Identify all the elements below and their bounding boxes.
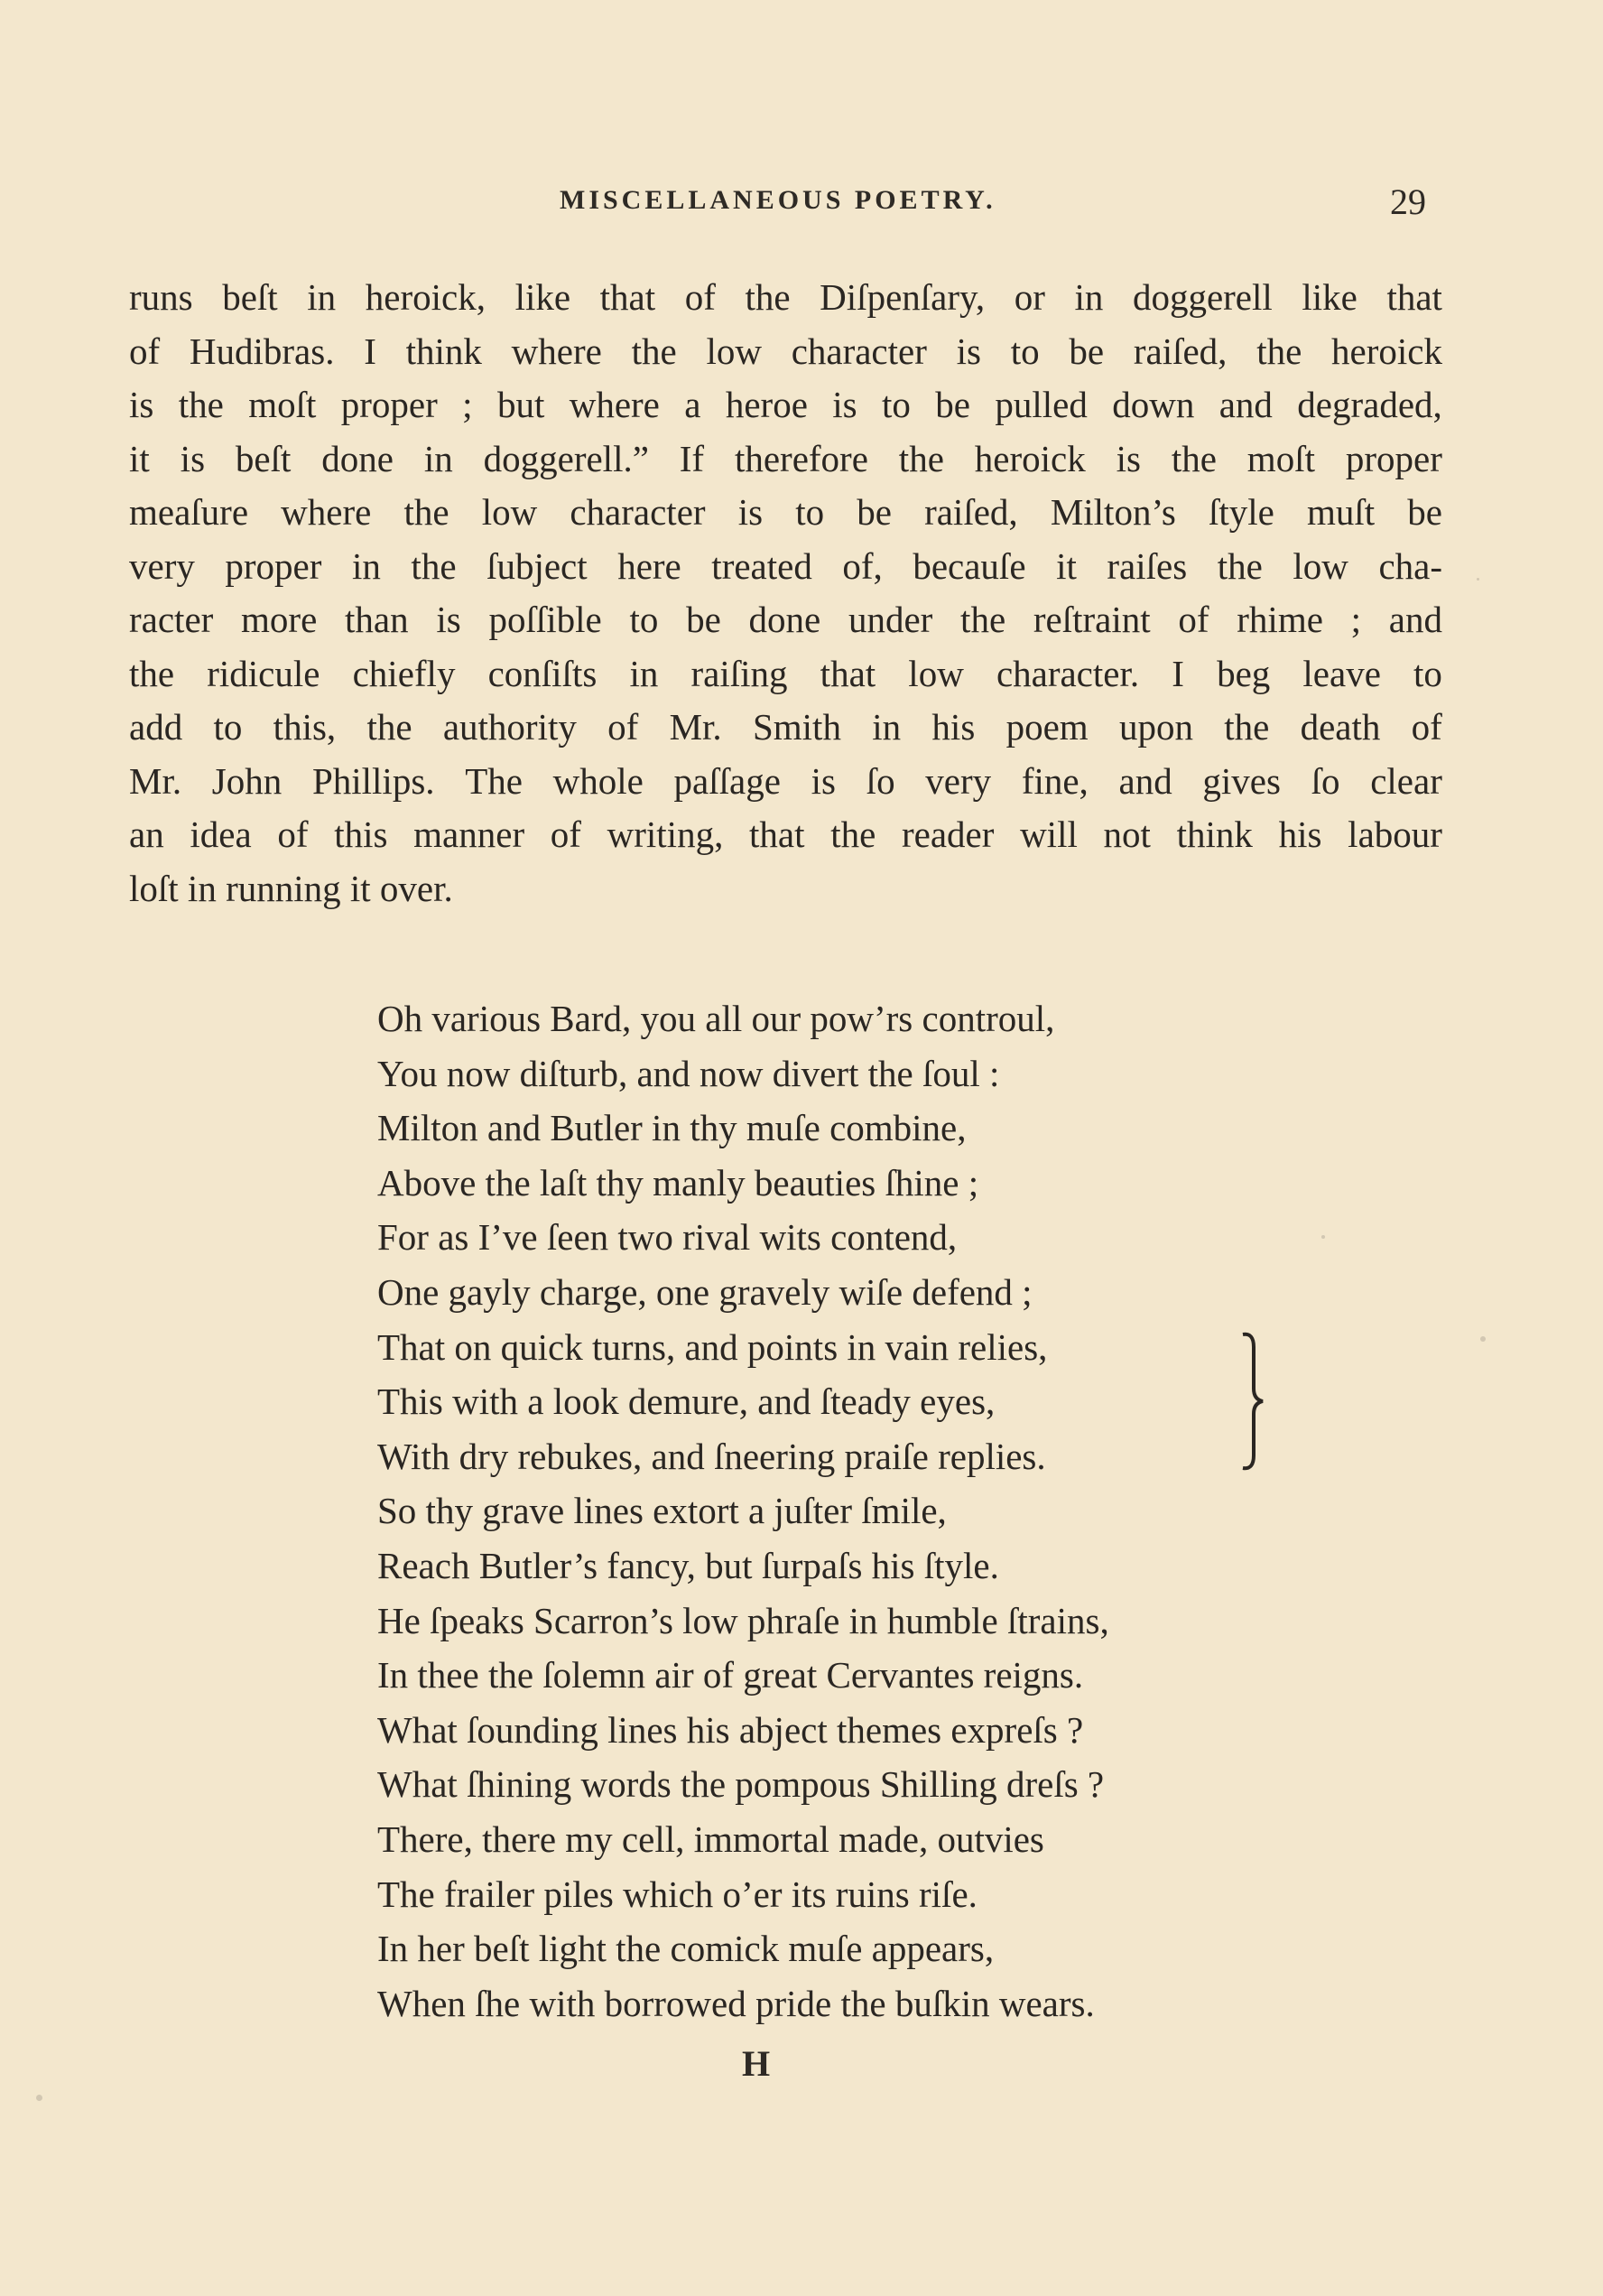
prose-word: the (898, 437, 944, 479)
prose-word: I (364, 330, 376, 372)
prose-word: proper (340, 384, 438, 425)
prose-word: done (321, 437, 394, 479)
prose-word: the (830, 813, 876, 855)
prose-word: and (1218, 384, 1273, 425)
prose-word: is (436, 599, 461, 640)
prose-word: ; (462, 384, 473, 425)
prose-word: is (832, 384, 857, 425)
verse-line: The frailer piles which o’er its ruins riſe. (377, 1873, 978, 1915)
verse-line: You now diſturb, and now divert the ſoul : (377, 1052, 1000, 1094)
prose-line (129, 271, 1442, 325)
prose-word: the (960, 599, 1006, 640)
prose-word: raiſed, (1133, 330, 1228, 372)
prose-line (129, 432, 1442, 487)
prose-word: the (178, 384, 224, 425)
prose-word: I (1172, 652, 1184, 694)
prose-word: ; (1350, 599, 1362, 640)
prose-word: but (496, 384, 545, 425)
verse-line: In her beſt light the comick muſe appears, (377, 1928, 995, 1970)
prose-word: rhime (1237, 599, 1323, 640)
prose-word: leave (1302, 652, 1381, 694)
prose-word: where (281, 491, 372, 533)
prose-word: than (345, 599, 409, 640)
verse-line: One gayly charge, one gravely wiſe defend ; (377, 1270, 1033, 1313)
prose-word: ſubject (486, 544, 588, 587)
verse-line: Above the laſt thy manly beauties ſhine ; (377, 1161, 979, 1204)
prose-word: heroick (974, 437, 1086, 479)
prose-word: is (737, 491, 764, 533)
prose-word: Diſpenſary, (820, 276, 986, 318)
prose-word: it (129, 437, 150, 479)
prose-word: the (403, 491, 449, 533)
prose-word: here (617, 544, 681, 587)
prose-word: that (1386, 276, 1442, 318)
prose-word: whole (552, 759, 644, 802)
prose-word: to (882, 384, 911, 425)
prose-word: in (423, 437, 453, 479)
prose-line (129, 325, 1442, 379)
verse-line: Reach Butler’s fancy, but ſurpaſs his ſtyle. (377, 1544, 999, 1586)
prose-word: the (1256, 330, 1302, 372)
prose-word: to (1413, 652, 1442, 694)
prose-word: be (935, 384, 970, 425)
prose-word: like (1302, 276, 1357, 318)
prose-word: like (514, 276, 571, 318)
prose-word: think (405, 330, 482, 372)
prose-word: clear (1370, 759, 1442, 802)
prose-line: loſt in running it over. (129, 867, 453, 909)
prose-word: be (1069, 330, 1105, 372)
prose-word: beſt (222, 276, 278, 318)
verse-passage (377, 991, 1280, 2031)
prose-word: John (211, 759, 283, 802)
prose-word: his (931, 706, 976, 748)
prose-line (129, 540, 1442, 594)
prose-word: where (511, 330, 602, 372)
prose-word: treated (711, 544, 812, 587)
prose-word: raiſes (1107, 544, 1188, 587)
prose-word: is (956, 330, 981, 372)
verse-line: For as I’ve ſeen two rival wits contend, (377, 1216, 958, 1259)
prose-word: of (1411, 706, 1442, 748)
prose-word: not (1103, 813, 1151, 855)
verse-line: What ſounding lines his abject themes expreſs ? (377, 1708, 1084, 1751)
prose-word: in (351, 544, 381, 587)
prose-word: the (631, 330, 677, 372)
verse-line: Oh various Bard, you all our pow’rs controul, (377, 998, 1055, 1039)
prose-word: the (129, 652, 175, 694)
prose-word: low (1293, 544, 1348, 587)
prose-word: that (749, 813, 805, 855)
prose-line (129, 701, 1442, 755)
prose-word: of (1178, 599, 1209, 640)
prose-word: be (686, 599, 721, 640)
prose-word: of (277, 813, 309, 855)
prose-word: of, (842, 544, 883, 587)
prose-word: Mr. (129, 759, 182, 802)
prose-word: this (334, 813, 388, 855)
prose-word: a (684, 384, 701, 425)
prose-word: is (129, 384, 154, 425)
prose-word: Hudibras. (189, 330, 335, 372)
prose-line (129, 647, 1442, 702)
prose-word: to (213, 706, 243, 748)
prose-word: character (791, 330, 927, 372)
prose-word: and (1118, 759, 1172, 802)
prose-word: The (465, 759, 523, 802)
prose-word: the (1224, 706, 1270, 748)
prose-word: pulled (995, 384, 1088, 425)
prose-word: in (872, 706, 902, 748)
paper-speck (1477, 578, 1479, 581)
prose-word: meaſure (129, 491, 249, 533)
prose-word: writing, (607, 813, 724, 855)
prose-word: reſtraint (1033, 599, 1151, 640)
prose-word: If (679, 437, 705, 479)
prose-word: muſt (1306, 491, 1376, 533)
page-number: 29 (1390, 181, 1426, 222)
prose-word: low (481, 491, 538, 533)
verse-line: With dry rebukes, and ſneering praiſe replies. (377, 1435, 1046, 1477)
paper-speck (1480, 1336, 1486, 1342)
prose-line (129, 755, 1442, 809)
prose-word: ridicule (207, 652, 320, 694)
running-head-title: MISCELLANEOUS POETRY. (560, 185, 996, 215)
verse-line: There, there my cell, immortal made, outvies (377, 1817, 1044, 1860)
prose-word: of (607, 706, 639, 748)
prose-word: under (848, 599, 933, 640)
prose-word: where (569, 384, 660, 425)
prose-word: proper (225, 544, 322, 587)
prose-word: ſo (866, 759, 895, 802)
prose-word: beſt (235, 437, 292, 479)
prose-word: heroick (1331, 330, 1442, 372)
prose-word: be (857, 491, 892, 533)
prose-word: becauſe (913, 544, 1026, 587)
prose-word: down (1112, 384, 1195, 425)
prose-word: the (745, 276, 791, 318)
prose-word: degraded, (1297, 384, 1442, 425)
prose-word: or (1014, 276, 1045, 318)
prose-word: of (550, 813, 581, 855)
prose-word: be (1407, 491, 1442, 533)
prose-word: labour (1348, 813, 1442, 855)
prose-word: in (307, 276, 337, 318)
prose-word: Mr. (669, 706, 722, 748)
prose-word: runs (129, 276, 193, 318)
prose-word: racter (129, 599, 214, 640)
prose-line (129, 486, 1442, 540)
prose-word: of (129, 330, 161, 372)
prose-word: beg (1217, 652, 1271, 694)
prose-word: and (1388, 599, 1442, 640)
prose-word: the (1171, 437, 1217, 479)
prose-word: character. (996, 652, 1140, 694)
triplet-brace-icon (1239, 1329, 1266, 1473)
verse-line: When ſhe with borrowed pride the buſkin wears. (377, 1982, 1095, 2024)
prose-word: to (795, 491, 825, 533)
prose-word: to (629, 599, 659, 640)
prose-word: the (411, 544, 457, 587)
prose-word: therefore (734, 437, 868, 479)
prose-word: character (570, 491, 706, 533)
prose-word: that (599, 276, 656, 318)
prose-word: this, (273, 706, 337, 748)
prose-word: of (684, 276, 716, 318)
prose-word: manner (413, 813, 525, 855)
prose-word: poſſible (488, 599, 602, 640)
prose-word: upon (1118, 706, 1193, 748)
prose-word: Phillips. (311, 759, 435, 802)
prose-word: proper (1345, 437, 1442, 479)
verse-line: This with a look demure, and ſteady eyes, (377, 1380, 996, 1423)
prose-line (129, 593, 1442, 647)
prose-word: fine, (1021, 759, 1089, 802)
paper-speck (1321, 1235, 1325, 1239)
prose-word: in (629, 652, 659, 694)
prose-word: the (366, 706, 412, 748)
prose-word: think (1176, 813, 1253, 855)
prose-word: reader (901, 813, 995, 855)
prose-paragraph (129, 271, 1442, 916)
prose-word: very (925, 759, 992, 802)
prose-word: is (811, 759, 836, 802)
prose-line (129, 378, 1442, 432)
prose-word: poem (1005, 706, 1089, 748)
prose-word: in (1074, 276, 1104, 318)
prose-word: it (1056, 544, 1077, 587)
prose-word: done (748, 599, 821, 640)
prose-word: is (1116, 437, 1141, 479)
prose-word: gives (1202, 759, 1281, 802)
prose-word: heroe (725, 384, 808, 425)
prose-word: idea (190, 813, 252, 855)
prose-word: his (1278, 813, 1322, 855)
verse-line: He ſpeaks Scarron’s low phraſe in humble ſtrains, (377, 1599, 1109, 1641)
prose-word: to (1010, 330, 1040, 372)
prose-word: moſt (248, 384, 317, 425)
prose-word: chiefly (352, 652, 456, 694)
prose-word: very (129, 544, 195, 587)
prose-word: doggerell.” (483, 437, 649, 479)
verse-line: So thy grave lines extort a juſter ſmile, (377, 1490, 947, 1532)
catchword: H (742, 2043, 771, 2084)
prose-word: ſo (1311, 759, 1340, 802)
verse-line: Milton and Butler in thy muſe combine, (377, 1107, 967, 1149)
prose-word: the (1217, 544, 1263, 587)
verse-line: That on quick turns, and points in vain relies, (377, 1325, 1048, 1368)
prose-word: will (1020, 813, 1078, 855)
prose-word: death (1300, 706, 1381, 748)
prose-word: an (129, 813, 164, 855)
prose-word: add (129, 706, 183, 748)
prose-word: Milton’s (1050, 491, 1176, 533)
paper-speck (36, 2095, 42, 2101)
prose-word: authority (442, 706, 577, 748)
prose-word: low (908, 652, 964, 694)
prose-word: conſiſts (487, 652, 598, 694)
prose-word: cha- (1378, 544, 1442, 587)
prose-word: Smith (752, 706, 841, 748)
verse-line: What ſhining words the pompous Shilling dreſs ? (377, 1763, 1105, 1806)
verse-line: In thee the ſolemn air of great Cervantes reigns. (377, 1654, 1084, 1696)
prose-word: raiſed, (924, 491, 1018, 533)
prose-word: doggerell (1132, 276, 1273, 318)
prose-word: paſſage (673, 759, 781, 802)
prose-word: ſtyle (1208, 491, 1274, 533)
prose-line (129, 808, 1442, 862)
prose-word: more (241, 599, 318, 640)
prose-word: is (180, 437, 206, 479)
prose-word: that (820, 652, 876, 694)
prose-word: moſt (1246, 437, 1315, 479)
prose-word: heroick, (365, 276, 486, 318)
prose-word: low (706, 330, 762, 372)
prose-word: raiſing (690, 652, 788, 694)
